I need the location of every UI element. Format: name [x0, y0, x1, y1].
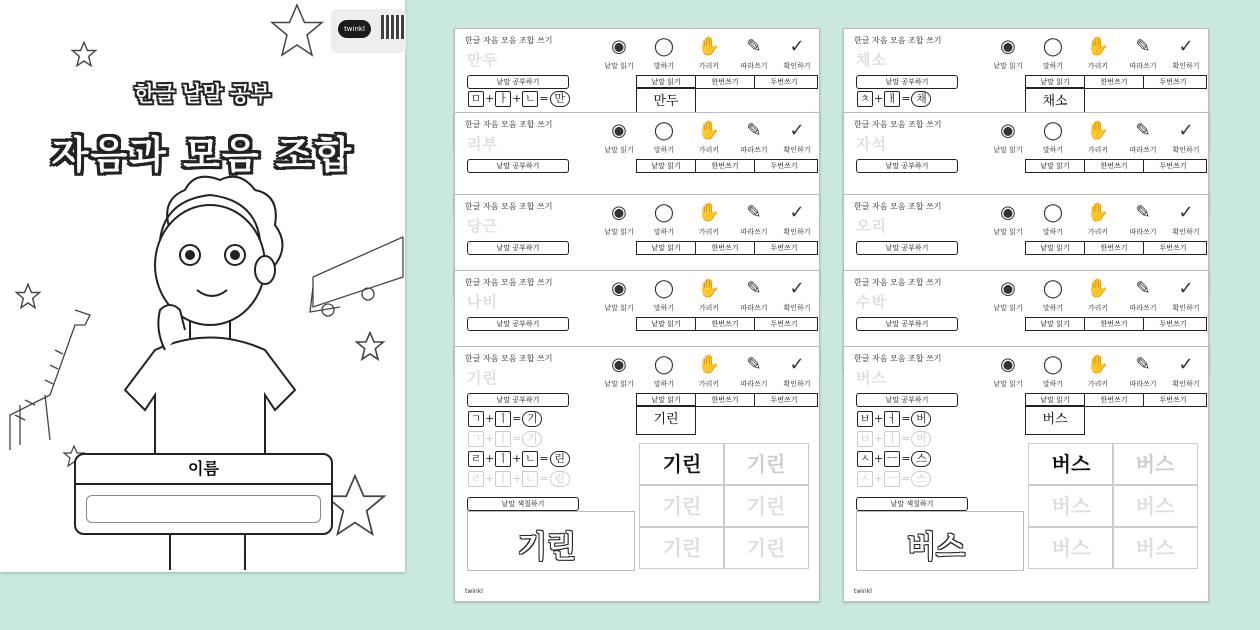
hand-icon: ✋ — [1086, 278, 1110, 299]
trace-cell[interactable]: 기린 — [639, 527, 725, 569]
check-icon: ✓ — [789, 202, 805, 223]
brand-badge — [331, 9, 405, 53]
mouth-icon: ◯ — [1042, 278, 1064, 299]
word-cell: 기린 — [636, 405, 696, 435]
word-cell: 버스 — [1025, 405, 1085, 435]
mouth-icon: ◯ — [1042, 202, 1064, 223]
step-icons: ◉ 낱말 읽기 ◯ 말하기 ✋ 가리키 ✎ 따라쓰기 ✓ 확인하기 — [599, 33, 819, 73]
trace-cell[interactable]: 버스 — [1112, 527, 1198, 569]
name-input-line[interactable] — [86, 495, 321, 523]
pencil-icon: ✎ — [746, 36, 762, 57]
worksheet-giraffe: 한글 자음 모음 조합 쓰기 기린 ◉ 낱말 읽기 ◯ 말하기 ✋ 가리키 ✎ 따라쓰기 ✓ 확인하기 낱말 공부하기 낱말 읽기 한번쓰기 두번쓰기 기린 ㄱ + ㅣ = 기 ㄱ + ㅣ = 기 ㄹ + ㅣ + ㄴ = 린 ㄹ + ㅣ + ㄴ = 린 기린 기린 기린 기린 기린 기린 낱말 색칠하기 기린 twinkl — [454, 346, 820, 602]
cover-subtitle: 한글 낱말 공부 — [134, 82, 271, 106]
pencil-icon: ✎ — [1135, 354, 1151, 375]
trace-cell[interactable]: 기린 — [639, 443, 725, 485]
pencil-icon: ✎ — [1135, 278, 1151, 299]
step-icons: ◉ 낱말 읽기 ◯ 말하기 ✋ 가리키 ✎ 따라쓰기 ✓ 확인하기 — [988, 33, 1208, 73]
step-icons: ◉ 낱말 읽기 ◯ 말하기 ✋ 가리키 ✎ 따라쓰기 ✓ 확인하기 — [988, 351, 1208, 391]
check-icon: ✓ — [1178, 202, 1194, 223]
hand-icon: ✋ — [1086, 120, 1110, 141]
twinkl-logo: twinkl — [338, 20, 371, 38]
hand-icon: ✋ — [1086, 36, 1110, 57]
equation-1-trace: ㄱ + ㅣ = 기 — [467, 431, 543, 447]
pencil-icon: ✎ — [1135, 120, 1151, 141]
check-icon: ✓ — [1178, 278, 1194, 299]
outline-word: 버스 — [907, 530, 965, 565]
mouth-icon: ◯ — [653, 354, 675, 375]
equation-1: ㅂ + ㅓ = 버 — [856, 411, 932, 427]
eye-icon: ◉ — [611, 36, 627, 57]
giraffe-picture[interactable] — [467, 511, 635, 571]
hand-icon: ✋ — [697, 202, 721, 223]
star-icon — [262, 0, 332, 60]
worksheet-chaeso: 한글 자음 모음 조합 쓰기 채소 ◉ 낱말 읽기 ◯ 말하기 ✋ 가리키 ✎ 따라쓰기 ✓ 확인하기 낱말 공부하기 낱말 읽기 한번쓰기 두번쓰기 ㅊ + ㅐ = 채 채소 — [843, 28, 1209, 150]
check-icon: ✓ — [789, 278, 805, 299]
pencil-icon: ✎ — [746, 354, 762, 375]
mouth-icon: ◯ — [653, 36, 675, 57]
eye-icon: ◉ — [611, 278, 627, 299]
outline-word: 기린 — [518, 530, 576, 565]
equation-2-trace: ㄹ + ㅣ + ㄴ = 린 — [467, 471, 571, 487]
equation-2: ㄹ + ㅣ + ㄴ = 린 — [467, 451, 571, 467]
step-icons: ◉ 낱말 읽기 ◯ 말하기 ✋ 가리키 ✎ 따라쓰기 ✓ 확인하기 — [988, 199, 1208, 239]
truck-illustration — [308, 232, 405, 322]
worksheet-bus: 한글 자음 모음 조합 쓰기 버스 ◉ 낱말 읽기 ◯ 말하기 ✋ 가리키 ✎ 따라쓰기 ✓ 확인하기 낱말 공부하기 낱말 읽기 한번쓰기 두번쓰기 버스 ㅂ + ㅓ = 버 ㅂ + ㅓ = 버 ㅅ + ㅡ = 스 ㅅ + ㅡ = 스 버스 버스 버스 버스 버스 버스 낱말 색칠하기 버스 twinkl — [843, 346, 1209, 602]
name-label: 이름 — [76, 455, 331, 485]
worksheet-6: 한글 자음 모음 조합 쓰기 자석 ◉ 낱말 읽기 ◯ 말하기 ✋ 가리키 ✎ 따라쓰기 ✓ 확인하기 낱말 공부하기 낱말 읽기 한번쓰기 두번쓰기 — [843, 112, 1209, 214]
check-icon: ✓ — [1178, 354, 1194, 375]
giraffe-illustration — [0, 300, 110, 450]
hand-icon: ✋ — [697, 354, 721, 375]
sheet-word: 오리 — [856, 217, 887, 235]
sheet-word: 나비 — [467, 293, 498, 311]
hand-icon: ✋ — [697, 120, 721, 141]
mouth-icon: ◯ — [1042, 36, 1064, 57]
eye-icon: ◉ — [1000, 120, 1016, 141]
columns-header: 낱말 읽기 한번쓰기 두번쓰기 — [636, 75, 818, 89]
check-icon: ✓ — [1178, 120, 1194, 141]
bus-picture[interactable] — [856, 511, 1024, 571]
worksheet-7: 한글 자음 모음 조합 쓰기 오리 ◉ 낱말 읽기 ◯ 말하기 ✋ 가리키 ✎ 따라쓰기 ✓ 확인하기 낱말 공부하기 낱말 읽기 한번쓰기 두번쓰기 — [843, 194, 1209, 296]
trace-cell[interactable]: 기린 — [639, 485, 725, 527]
hand-icon: ✋ — [1086, 202, 1110, 223]
word-cell: 채소 — [1025, 87, 1085, 117]
equation-1-trace: ㅂ + ㅓ = 버 — [856, 431, 932, 447]
name-box — [74, 453, 333, 535]
eye-icon: ◉ — [1000, 278, 1016, 299]
equation-row: ㅁ + ㅏ + ㄴ = 만 — [467, 91, 571, 107]
equation-2-trace: ㅅ + ㅡ = 스 — [856, 471, 932, 487]
mouth-icon: ◯ — [1042, 354, 1064, 375]
trace-cell[interactable]: 기린 — [723, 527, 809, 569]
pencil-icon: ✎ — [746, 120, 762, 141]
sheet-header: 한글 자음 모음 조합 쓰기 — [465, 36, 553, 45]
check-icon: ✓ — [789, 120, 805, 141]
trace-cell[interactable]: 버스 — [1028, 485, 1114, 527]
qr-code-icon — [381, 15, 405, 39]
step-icons: ◉ 낱말 읽기 ◯ 말하기 ✋ 가리키 ✎ 따라쓰기 ✓ 확인하기 — [599, 275, 819, 315]
check-icon: ✓ — [789, 354, 805, 375]
hand-icon: ✋ — [697, 36, 721, 57]
step-icons: ◉ 낱말 읽기 ◯ 말하기 ✋ 가리키 ✎ 따라쓰기 ✓ 확인하기 — [599, 117, 819, 157]
sheet-word: 수박 — [856, 293, 887, 311]
cover-page — [0, 0, 405, 572]
step-icons: ◉ 낱말 읽기 ◯ 말하기 ✋ 가리키 ✎ 따라쓰기 ✓ 확인하기 — [599, 199, 819, 239]
check-icon: ✓ — [789, 36, 805, 57]
color-label: 낱말 색칠하기 — [467, 497, 579, 511]
star-icon — [70, 40, 98, 68]
mouth-icon: ◯ — [653, 202, 675, 223]
sheet-word: 기린 — [467, 369, 498, 387]
eye-icon: ◉ — [611, 120, 627, 141]
eye-icon: ◉ — [1000, 36, 1016, 57]
study-label: 낱말 공부하기 — [467, 75, 569, 89]
twinkl-footer-logo: twinkl — [465, 588, 483, 595]
worksheet-2: 한글 자음 모음 조합 쓰기 리부 ◉ 낱말 읽기 ◯ 말하기 ✋ 가리키 ✎ 따라쓰기 ✓ 확인하기 낱말 공부하기 낱말 읽기 한번쓰기 두번쓰기 — [454, 112, 820, 214]
pencil-icon: ✎ — [1135, 36, 1151, 57]
cover-title: 자음과 모음 조합 — [51, 133, 354, 177]
eye-icon: ◉ — [1000, 354, 1016, 375]
mouth-icon: ◯ — [653, 278, 675, 299]
sheet-word: 만두 — [467, 51, 498, 69]
star-icon — [354, 330, 386, 362]
color-label: 낱말 색칠하기 — [856, 497, 968, 511]
pencil-icon: ✎ — [746, 202, 762, 223]
worksheet-4: 한글 자음 모음 조합 쓰기 나비 ◉ 낱말 읽기 ◯ 말하기 ✋ 가리키 ✎ 따라쓰기 ✓ 확인하기 낱말 공부하기 낱말 읽기 한번쓰기 두번쓰기 — [454, 270, 820, 372]
trace-cell[interactable]: 버스 — [1028, 443, 1114, 485]
pencil-icon: ✎ — [746, 278, 762, 299]
step-icons: ◉ 낱말 읽기 ◯ 말하기 ✋ 가리키 ✎ 따라쓰기 ✓ 확인하기 — [988, 117, 1208, 157]
twinkl-footer-logo: twinkl — [854, 588, 872, 595]
trace-cell[interactable]: 기린 — [723, 443, 809, 485]
sheet-word: 버스 — [856, 369, 887, 387]
check-icon: ✓ — [1178, 36, 1194, 57]
word-cell: 만두 — [636, 87, 696, 117]
sheet-word: 당근 — [467, 217, 498, 235]
sheet-word: 자석 — [856, 135, 887, 153]
sheet-word: 채소 — [856, 51, 887, 69]
trace-cell[interactable]: 버스 — [1112, 485, 1198, 527]
worksheet-8: 한글 자음 모음 조합 쓰기 수박 ◉ 낱말 읽기 ◯ 말하기 ✋ 가리키 ✎ 따라쓰기 ✓ 확인하기 낱말 공부하기 낱말 읽기 한번쓰기 두번쓰기 — [843, 270, 1209, 372]
mouth-icon: ◯ — [653, 120, 675, 141]
hand-icon: ✋ — [697, 278, 721, 299]
worksheet-3: 한글 자음 모음 조합 쓰기 당근 ◉ 낱말 읽기 ◯ 말하기 ✋ 가리키 ✎ 따라쓰기 ✓ 확인하기 낱말 공부하기 낱말 읽기 한번쓰기 두번쓰기 — [454, 194, 820, 296]
trace-cell[interactable]: 버스 — [1028, 527, 1114, 569]
pencil-icon: ✎ — [1135, 202, 1151, 223]
step-icons: ◉ 낱말 읽기 ◯ 말하기 ✋ 가리키 ✎ 따라쓰기 ✓ 확인하기 — [599, 351, 819, 391]
eye-icon: ◉ — [611, 354, 627, 375]
hand-icon: ✋ — [1086, 354, 1110, 375]
mouth-icon: ◯ — [1042, 120, 1064, 141]
equation-2: ㅅ + ㅡ = 스 — [856, 451, 932, 467]
step-icons: ◉ 낱말 읽기 ◯ 말하기 ✋ 가리키 ✎ 따라쓰기 ✓ 확인하기 — [988, 275, 1208, 315]
sheet-word: 리부 — [467, 135, 498, 153]
trace-cell[interactable]: 기린 — [723, 485, 809, 527]
equation-1: ㄱ + ㅣ = 기 — [467, 411, 543, 427]
eye-icon: ◉ — [611, 202, 627, 223]
eye-icon: ◉ — [1000, 202, 1016, 223]
equation-row: ㅊ + ㅐ = 채 — [856, 91, 932, 107]
trace-cell[interactable]: 버스 — [1112, 443, 1198, 485]
